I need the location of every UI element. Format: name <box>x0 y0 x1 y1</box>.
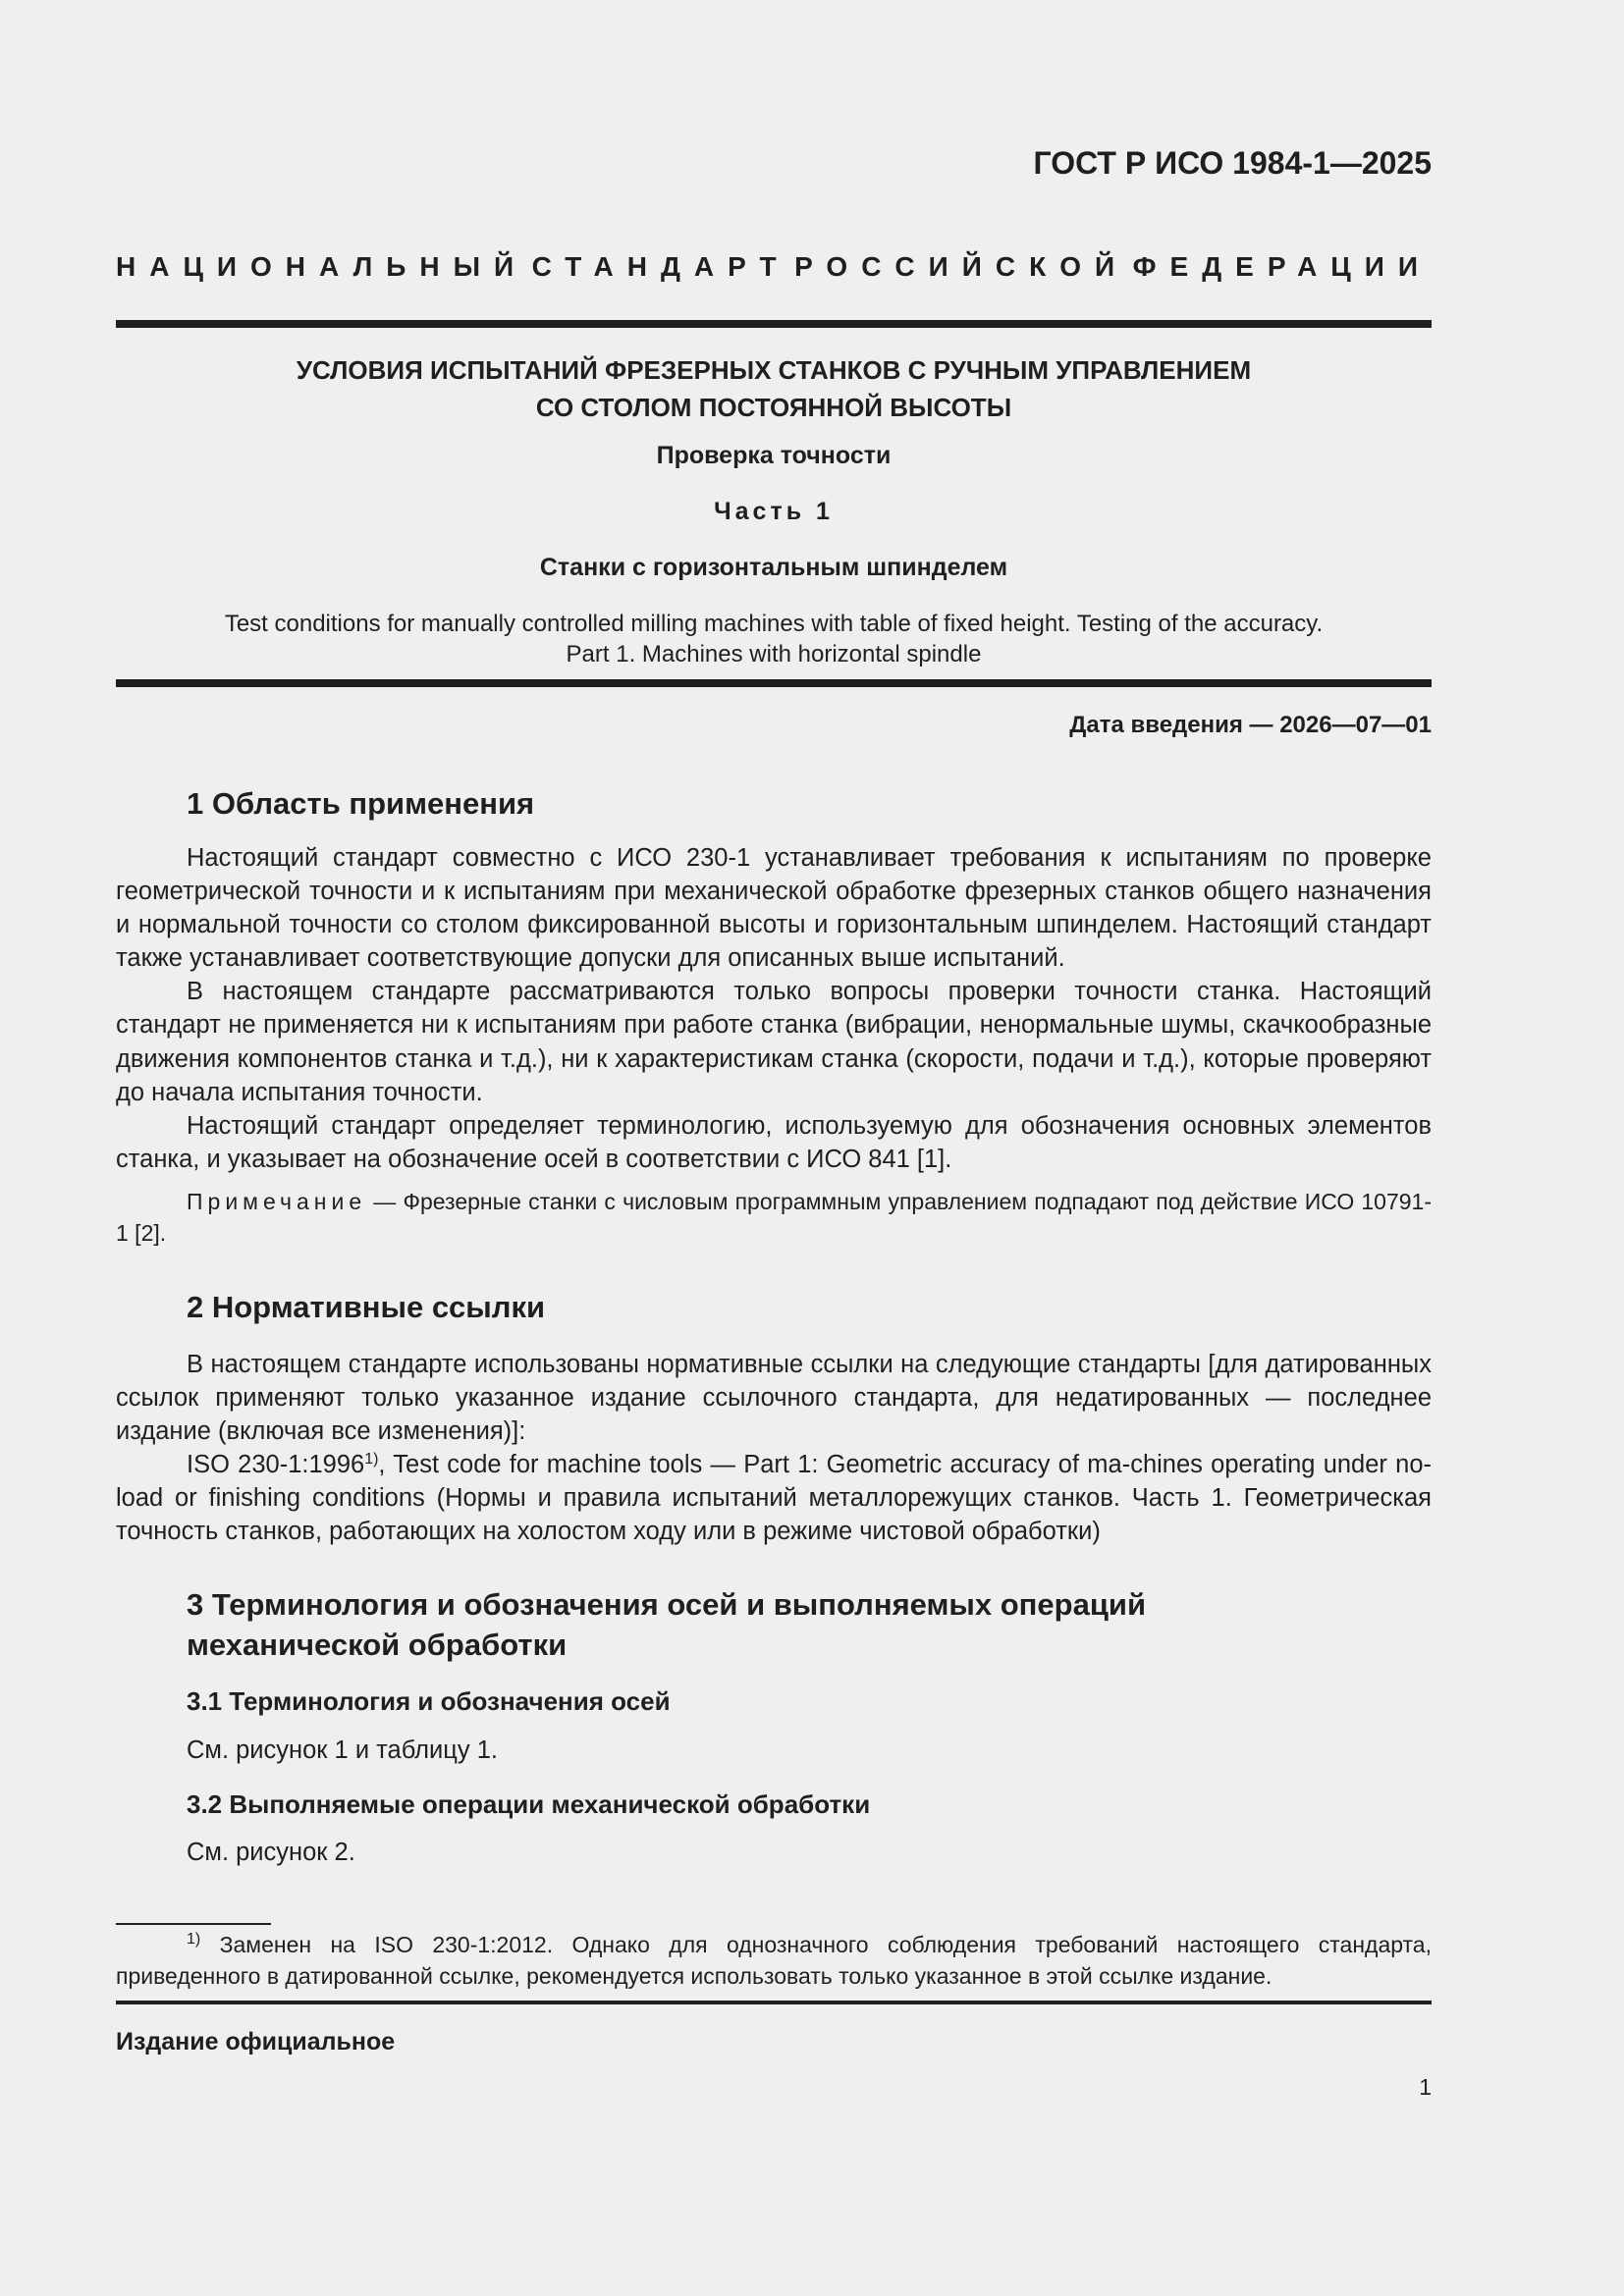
standard-word: НАЦИОНАЛЬНЫЙ <box>116 251 528 282</box>
header-divider <box>116 320 1432 328</box>
footnote-separator <box>116 1923 271 1925</box>
english-title-line: Part 1. Machines with horizontal spindle <box>566 641 982 667</box>
page-number: 1 <box>1419 2074 1432 2100</box>
section-1-heading: 1 Область применения <box>187 786 535 821</box>
footer-divider <box>116 2001 1432 2004</box>
footnote-marker: 1) <box>187 1931 201 1948</box>
normative-reference <box>116 1448 1432 1548</box>
note <box>116 1186 1432 1249</box>
standard-word: РОССИЙСКОЙ <box>794 251 1129 282</box>
paragraph: В настоящем стандарте рассматриваются только вопросы проверки точности станка. Настоящий стандарт не применяется ни к испытаниям при работе станка (вибрации, ненормальные шумы, скачкообразные движения компонентов станка и т.д.), ни к характеристикам станка (скорости, подачи и т.д.), которые проверяют до начала испытания точности. <box>116 978 1432 1106</box>
english-title <box>116 609 1432 669</box>
subsection-3-2-text: См. рисунок 2. <box>187 1839 355 1866</box>
introduction-date: Дата введения — 2026—07—01 <box>1069 712 1432 738</box>
reference-code: ISO 230-1:1996 <box>187 1451 365 1479</box>
part-title: Станки с горизонтальным шпинделем <box>539 554 1008 581</box>
section-1-body <box>116 841 1432 1176</box>
paragraph: В настоящем стандарте использованы нормативные ссылки на следующие стандарты [для датированных ссылок применяют только указанное издание ссылочного стандарта, для недатированных — последнее издание (включая все изменения)]: <box>116 1351 1432 1446</box>
section-2-heading: 2 Нормативные ссылки <box>187 1290 546 1324</box>
subsection-3-1-text: См. рисунок 1 и таблицу 1. <box>187 1736 499 1764</box>
paragraph: Настоящий стандарт совместно с ИСО 230-1 устанавливает требования к испытаниям по проверке геометрической точности и к испытаниям при механической обработке фрезерных станков общего назначения и нормальной точности со столом фиксированной высоты и горизонтальным шпинделем. Настоящий стандарт также устанавливает соответствующие допуски для описанных выше испытаний. <box>116 844 1432 973</box>
subsection-3-1-heading: 3.1 Терминология и обозначения осей <box>187 1686 671 1716</box>
section-2-body <box>116 1348 1432 1549</box>
section-3-heading <box>187 1584 1146 1665</box>
title-line: СО СТОЛОМ ПОСТОЯННОЙ ВЫСОТЫ <box>535 393 1012 422</box>
standard-word: ФЕДЕРАЦИИ <box>1132 251 1432 282</box>
document-title <box>116 351 1432 426</box>
note-text: — Фрезерные станки с числовым программным управлением подпадают под действие ИСО 10791-1 [2]. <box>116 1189 1432 1246</box>
note-label: Примечание <box>187 1189 367 1214</box>
standard-type-header <box>116 251 1432 283</box>
document-page <box>116 0 1432 2296</box>
heading-line: механической обработки <box>187 1628 568 1662</box>
title-line: УСЛОВИЯ ИСПЫТАНИЙ ФРЕЗЕРНЫХ СТАНКОВ С РУЧНЫМ УПРАВЛЕНИЕМ <box>296 355 1252 385</box>
english-title-line: Test conditions for manually controlled milling machines with table of fixed height. Testing of the accuracy. <box>224 611 1324 637</box>
document-subtitle: Проверка точности <box>656 442 892 469</box>
footnote <box>116 1929 1432 1992</box>
subsection-3-2-heading: 3.2 Выполняемые операции механической обработки <box>187 1789 871 1819</box>
edition-label: Издание официальное <box>116 2028 396 2056</box>
part-label: Часть 1 <box>714 498 834 525</box>
heading-line: 3 Терминология и обозначения осей и выполняемых операций <box>187 1587 1146 1622</box>
standard-word: СТАНДАРТ <box>531 251 790 282</box>
paragraph: Настоящий стандарт определяет терминологию, используемую для обозначения основных элементов станка, и указывает на обозначение осей в соответствии с ИСО 841 [1]. <box>116 1111 1432 1173</box>
document-code: ГОСТ Р ИСО 1984-1—2025 <box>1033 145 1432 181</box>
footnote-marker: 1) <box>364 1451 379 1468</box>
footnote-text: Заменен на ISO 230-1:2012. Однако для однозначного соблюдения требований настоящего стандарта, приведенного в датированной ссылке, рекомендуется использовать только указанное в этой ссылке издание. <box>116 1932 1432 1989</box>
reference-text: , Test code for machine tools — Part 1: Geometric accuracy of ma-chines operating under no-load or finishing conditions (Нормы и правила испытаний металлорежущих станков. Часть 1. Геометрическая точность станков, работающих на холостом ходу или в режиме чистовой обработки) <box>116 1451 1432 1546</box>
title-divider <box>116 679 1432 687</box>
